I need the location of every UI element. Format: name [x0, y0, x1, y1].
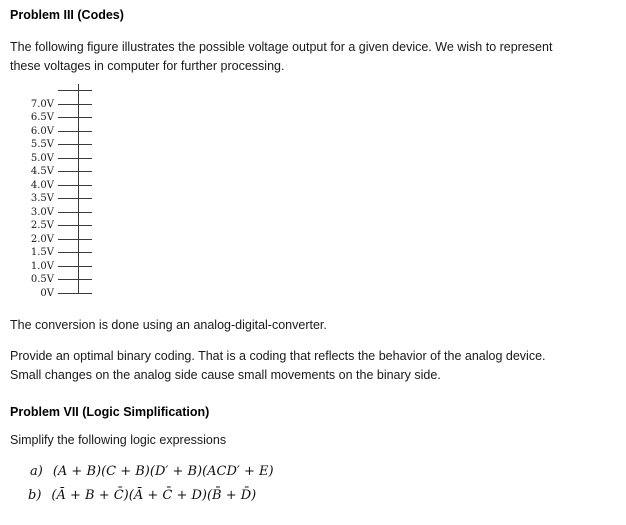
tick-line: [58, 158, 92, 159]
tick-line: [58, 131, 92, 132]
item-a-expression: (A + B)(C + B)(D′ + B)(ACD′ + E): [52, 464, 274, 479]
voltage-label: 3.5V: [30, 193, 54, 204]
problem3-title: Problem III (Codes): [10, 8, 124, 22]
problem3-task: Provide an optimal binary coding. That is a coding that reflects the behavior of the analog device. Small changes on the analog side cause small movements on the binary side.: [10, 349, 546, 382]
voltage-label: 4.0V: [30, 179, 54, 191]
tick-line: [58, 293, 92, 294]
tick-line: [58, 266, 92, 267]
tick-line: [58, 185, 92, 186]
voltage-label: 0V: [40, 287, 54, 299]
voltage-label: 5.5V: [30, 139, 54, 150]
document-page: [10, 8, 614, 503]
voltage-label: 1.0V: [30, 260, 54, 272]
expression-b: [28, 488, 614, 503]
scale-axis-line: [78, 84, 79, 294]
tick-line: [58, 212, 92, 213]
conversion-note: The conversion is done using an analog-digital-converter.: [10, 318, 327, 332]
tick-line: [58, 252, 92, 253]
tick-line: [58, 144, 92, 145]
item-a-label: a): [30, 464, 43, 479]
voltage-label: 2.5V: [30, 220, 54, 231]
tick-line: [58, 239, 92, 240]
voltage-label: 2.0V: [30, 233, 54, 245]
tick-line: [58, 117, 92, 118]
tick-line: [58, 90, 92, 91]
voltage-label: 5.0V: [30, 152, 54, 164]
tick-line: [58, 225, 92, 226]
problem7-title: Problem VII (Logic Simplification): [10, 405, 210, 419]
voltage-label: 7.0V: [30, 98, 54, 110]
voltage-label: 4.5V: [30, 166, 54, 177]
voltage-label: 3.0V: [30, 206, 54, 218]
item-b-label: b): [28, 488, 42, 503]
voltage-label: 6.5V: [30, 112, 54, 123]
item-b-expression: (Ā + B + C̄)(Ā + C̄ + D)(B̄ + D̄): [51, 488, 257, 503]
voltage-label: 6.0V: [30, 125, 54, 137]
tick-line: [58, 279, 92, 280]
tick-line: [58, 171, 92, 172]
problem7-intro: Simplify the following logic expressions: [10, 433, 227, 447]
tick-line: [58, 104, 92, 105]
voltage-label: 0.5V: [30, 274, 54, 285]
voltage-label: 1.5V: [30, 247, 54, 258]
tick-line: [58, 198, 92, 199]
problem3-intro: The following figure illustrates the possible voltage output for a given device. We wish to represent these voltages in computer for further processing.: [10, 40, 553, 73]
expression-a: [30, 464, 614, 479]
voltage-scale-figure: [18, 84, 138, 300]
